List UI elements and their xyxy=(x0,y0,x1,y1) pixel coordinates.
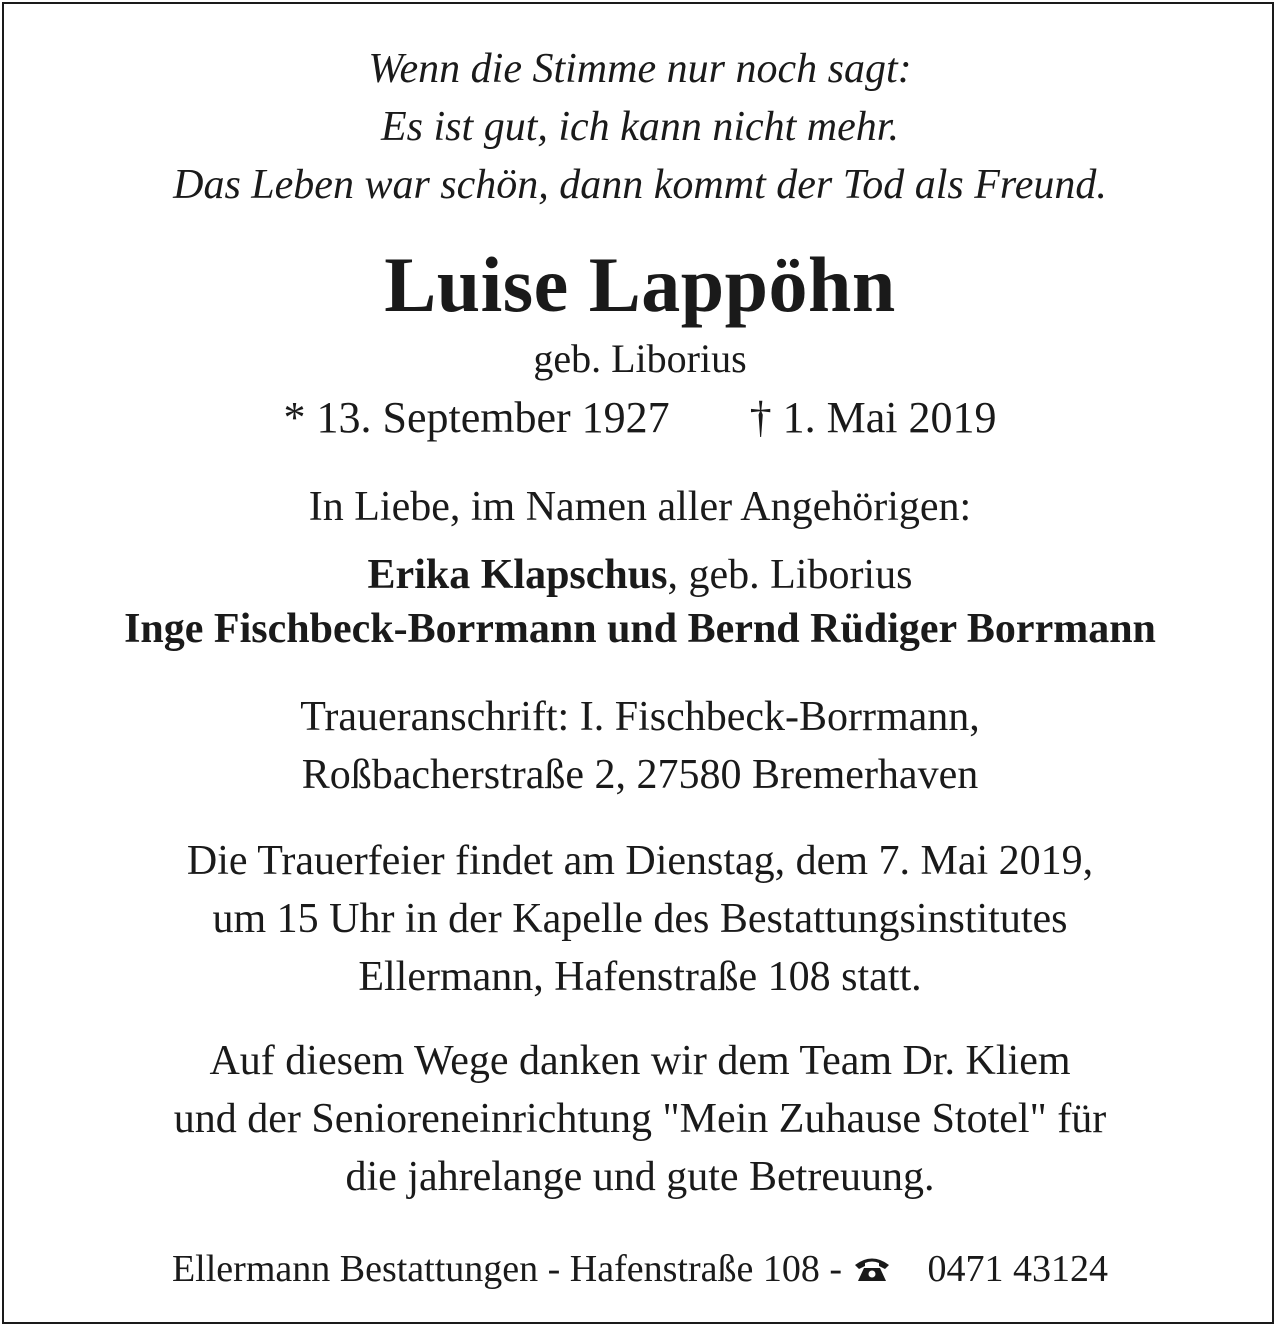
mourners-intro: In Liebe, im Namen aller Angehörigen: xyxy=(308,484,972,530)
telephone-icon xyxy=(852,1249,892,1279)
poem-line: Das Leben war schön, dann kommt der Tod als Freund. xyxy=(173,162,1107,208)
birth-name: geb. Liborius xyxy=(533,336,747,381)
death-date: † 1. Mai 2019 xyxy=(749,393,997,442)
mourner-line-1 xyxy=(0,546,1280,604)
poem-line: Wenn die Stimme nur noch sagt: xyxy=(368,46,912,92)
deceased-name: Luise Lappöhn xyxy=(384,241,896,328)
ceremony-line: um 15 Uhr in der Kapelle des Bestattungsinstitutes xyxy=(212,896,1068,942)
ceremony-line: Die Trauerfeier findet am Dienstag, dem 7. Mai 2019, xyxy=(186,838,1094,884)
poem xyxy=(0,40,1280,214)
thanks-line: die jahrelange und gute Betreuung. xyxy=(345,1154,935,1200)
thanks-line: und der Senioreneinrichtung "Mein Zuhause Stotel" für xyxy=(173,1096,1107,1142)
thanks-text xyxy=(0,1032,1280,1206)
address-line: Traueranschrift: I. Fischbeck-Borrmann, xyxy=(300,694,980,740)
ceremony-line: Ellermann, Hafenstraße 108 statt. xyxy=(358,954,922,1000)
life-dates xyxy=(0,392,1280,444)
mourner-line-2: Inge Fischbeck-Borrmann und Bernd Rüdiger Borrmann xyxy=(124,606,1156,652)
thanks-line: Auf diesem Wege danken wir dem Team Dr. Kliem xyxy=(209,1038,1071,1084)
mourning-address xyxy=(0,688,1280,804)
footer xyxy=(0,1246,1280,1292)
phone-number: 0471 43124 xyxy=(927,1248,1109,1290)
birth-date: * 13. September 1927 xyxy=(283,393,670,442)
address-line: Roßbacherstraße 2, 27580 Bremerhaven xyxy=(301,752,979,798)
mourner-suffix: , geb. Liborius xyxy=(667,552,913,598)
poem-line: Es ist gut, ich kann nicht mehr. xyxy=(381,104,899,150)
ceremony-info xyxy=(0,832,1280,1006)
funeral-home: Ellermann Bestattungen - Hafenstraße 108 - xyxy=(171,1248,843,1290)
mourner-name: Erika Klapschus xyxy=(367,552,668,598)
